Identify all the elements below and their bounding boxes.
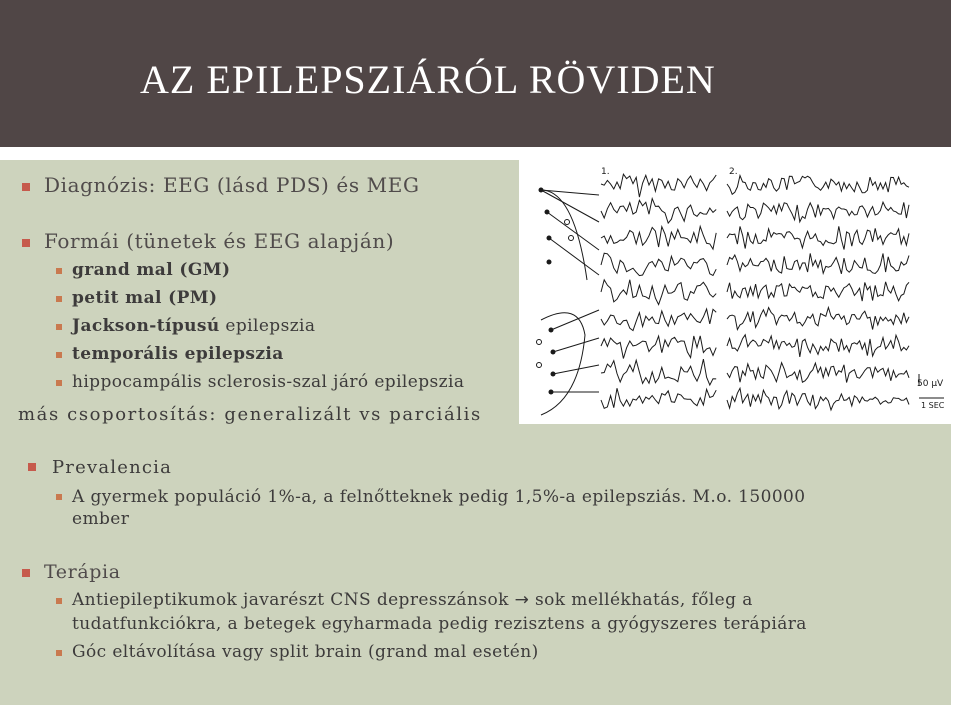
eeg-trace	[601, 199, 716, 224]
eeg-trace	[601, 388, 716, 408]
eeg-trace	[727, 253, 909, 273]
sub-bullet-icon	[56, 598, 62, 604]
head-outline-2	[541, 313, 585, 415]
ter1-text-b: sok mellékhatás, főleg a	[529, 590, 753, 610]
head-outline-1	[541, 190, 587, 280]
sub-bullet-icon	[56, 650, 62, 656]
item-antiepileptikumok	[72, 590, 753, 610]
eeg-trace	[727, 308, 909, 330]
eeg-trace	[727, 388, 909, 410]
jackson-rest-text: epilepszia	[219, 316, 316, 336]
eeg-trace	[601, 309, 716, 331]
item-prevalencia-text: A gyermek populáció 1%-a, a felnőtteknek pedig 1,5%-a epilepsziás. M.o. 150000	[72, 487, 806, 507]
bullet-icon	[28, 463, 36, 471]
eeg-trace	[727, 202, 909, 222]
eeg-trace	[601, 280, 716, 305]
eeg-trace	[727, 226, 909, 249]
sub-bullet-icon	[56, 296, 62, 302]
sub-bullet-icon	[56, 324, 62, 330]
eeg-trace	[601, 336, 716, 359]
eeg-traces-image	[519, 160, 951, 424]
item-grand-mal: grand mal (GM)	[72, 260, 231, 280]
eeg-label-1: 1.	[601, 167, 610, 177]
item-jackson	[72, 316, 315, 336]
eeg-trace	[601, 226, 716, 249]
item-hippocampalis: hippocampális sclerosis-szal járó epilepszia	[72, 372, 465, 392]
arrow-right-icon: →	[514, 590, 530, 610]
item-temporalis: temporális epilepszia	[72, 344, 284, 364]
eeg-trace	[601, 253, 716, 275]
eeg-trace	[727, 335, 909, 357]
sub-bullet-icon	[56, 494, 62, 500]
eeg-trace	[727, 363, 909, 383]
item-petit-mal: petit mal (PM)	[72, 288, 218, 308]
sub-bullet-icon	[56, 380, 62, 386]
item-terapia: Terápia	[44, 561, 121, 583]
jackson-bold-text: Jackson-típusú	[72, 316, 220, 336]
eeg-trace	[727, 176, 909, 195]
title-bar	[0, 0, 951, 147]
eeg-scale-amplitude: 50 µV	[917, 379, 944, 389]
eeg-trace	[601, 174, 716, 197]
bullet-icon	[22, 569, 30, 577]
ter1-text-a: Antiepileptikumok javarészt CNS depresszánsok	[72, 590, 515, 610]
item-prevalencia-text-cont: ember	[72, 509, 130, 529]
eeg-scale-time: 1 SEC	[921, 401, 945, 410]
sub-bullet-icon	[56, 352, 62, 358]
item-antiepileptikumok-cont: tudatfunkciókra, a betegek egyharmada pedig rezisztens a gyógyszeres terápiára	[72, 614, 807, 634]
eeg-figure	[519, 160, 951, 424]
eeg-trace	[601, 359, 716, 385]
sub-bullet-icon	[56, 268, 62, 274]
item-mas-csoportositas: más csoportosítás: generalizált vs parciális	[18, 404, 482, 425]
item-prevalencia: Prevalencia	[52, 457, 173, 478]
item-diagnozis: Diagnózis: EEG (lásd PDS) és MEG	[44, 173, 420, 197]
bullet-icon	[22, 239, 30, 247]
item-formai: Formái (tünetek és EEG alapján)	[44, 229, 395, 253]
eeg-trace	[727, 282, 909, 301]
item-goc-eltavolitasa: Góc eltávolítása vagy split brain (grand mal esetén)	[72, 642, 539, 662]
bullet-icon	[22, 183, 30, 191]
slide-title: AZ EPILEPSZIÁRÓL RÖVIDEN	[140, 57, 716, 102]
eeg-label-2: 2.	[729, 167, 738, 177]
